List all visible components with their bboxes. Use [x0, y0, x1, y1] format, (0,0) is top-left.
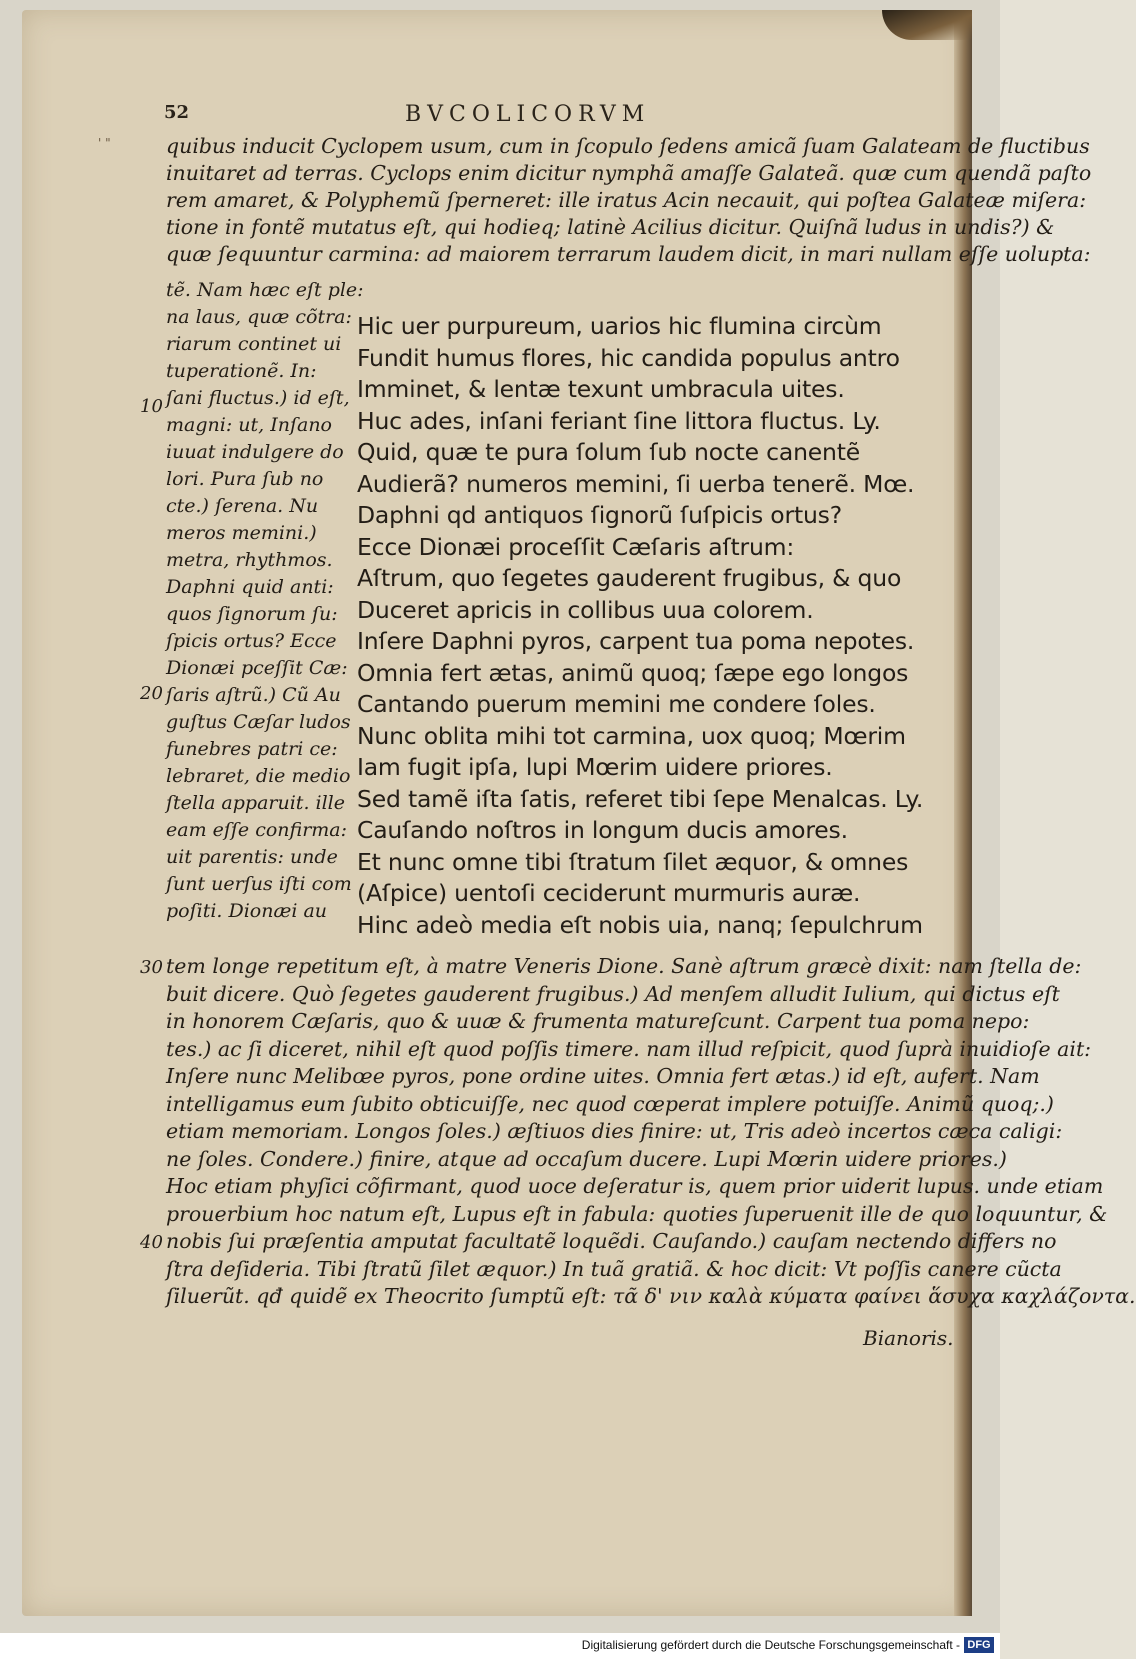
commentary-line: inuitaret ad terras. Cyclops enim dicitur nymphã amaſſe Galateã. quæ cum quendã paſto	[166, 161, 1092, 185]
margin-line: ſtella apparuit. ille	[166, 792, 345, 814]
margin-line: metra, rhythmos.	[166, 549, 333, 571]
margin-line: riarum continet ui	[166, 333, 342, 355]
verse-line: Sed tamẽ iſta ſatis, referet tibi ſepe Menalcas. Ly.	[357, 784, 924, 813]
commentary-line: quibus inducit Cyclopem usum, cum in ſcopulo ſedens amicã ſuam Galateam de fluctibus	[166, 134, 1090, 158]
line-number: 30	[140, 957, 163, 978]
margin-line: tuperationẽ. In:	[166, 360, 317, 382]
margin-line: meros memini.)	[166, 522, 317, 544]
dfg-logo: DFG	[964, 1637, 994, 1653]
commentary-line: quæ ſequuntur carmina: ad maiorem terrarum laudem dicit, in mari nullam eſſe uolupta:	[166, 242, 1091, 266]
commentary-line: Inſere nunc Melibœe pyros, pone ordine uites. Omnia fert ætas.) id eſt, aufert. Nam	[166, 1064, 1040, 1088]
footer-credit: Digitalisierung gefördert durch die Deutsche Forschungsgemeinschaft -	[581, 1638, 960, 1652]
verse-line: Huc ades, inſani feriant ſine littora fluctus. Ly.	[357, 406, 881, 435]
page-number: 52	[164, 102, 190, 123]
verse-line: Nunc oblita mihi tot carmina, uox quoq; Mœrim	[357, 721, 906, 750]
margin-mark: ' "	[98, 136, 111, 150]
margin-line: lori. Pura ſub no	[166, 468, 324, 490]
line-number: 40	[140, 1232, 163, 1253]
commentary-line: Hoc etiam phyſici cõfirmant, quod uoce deſeratur is, quem prior uiderit lupus. unde etiam	[166, 1174, 1104, 1198]
verse-line: Duceret apricis in collibus uua colorem.	[357, 595, 814, 624]
margin-line: ſpicis ortus? Ecce	[166, 630, 337, 652]
commentary-line: tione in fontẽ mutatus eſt, qui hodieq; latinè Acilius dicitur. Quiſnã ludus in undis?) &	[166, 215, 1055, 239]
line-number: 10	[140, 396, 163, 417]
commentary-line: prouerbium hoc natum eſt, Lupus eſt in fabula: quoties ſuperuenit ille de quo loquuntur, &	[166, 1201, 1108, 1226]
margin-line: eam eſſe confirma:	[166, 819, 348, 841]
verse-line: Hic uer purpureum, uarios hic flumina circùm	[357, 312, 882, 340]
footer-bar	[0, 1633, 1000, 1659]
verse-block	[357, 312, 924, 942]
verse-line: Imminet, & lentæ texunt umbracula uites.	[357, 375, 845, 403]
verse-line: Omnia fert ætas, animũ quoq; ſæpe ego longos	[357, 658, 909, 687]
commentary-line: buit dicere. Quò ſegetes gauderent frugibus.) Ad menſem alludit Iulium, qui dictus eſt	[166, 981, 1060, 1006]
margin-line: na laus, quæ cõtra:	[166, 306, 352, 328]
verse-line: Ecce Dionæi proceſſit Cæſaris aſtrum:	[357, 532, 795, 561]
verse-line: (Aſpice) uentoſi ceciderunt murmuris auræ.	[357, 879, 861, 907]
margin-line: funebres patri ce:	[166, 738, 338, 760]
commentary-line: ne ſoles. Condere.) finire, atque ad occaſum ducere. Lupi Mœrin uidere priores.)	[166, 1146, 1007, 1171]
margin-line: ſaris aſtrũ.) Cũ Au	[166, 684, 341, 706]
commentary-line: in honorem Cæſaris, quo & uuæ & frumenta matureſcunt. Carpent tua poma nepo:	[166, 1009, 1030, 1033]
running-head: BVCOLICORVM	[405, 102, 651, 127]
catchword: Bianoris.	[863, 1326, 954, 1350]
margin-line: ſunt uerſus iſti com	[166, 873, 352, 895]
commentary-line: tem longe repetitum eſt, à matre Veneris Dione. Sanè aſtrum græcè dixit: nam ſtella de:	[166, 954, 1082, 978]
verse-line: Quid, quæ te pura ſolum ſub nocte canentẽ	[357, 438, 860, 466]
verse-line: Iam fugit ipſa, lupi Mœrim uidere priores.	[357, 753, 833, 781]
verse-line: Aſtrum, quo ſegetes gauderent frugibus, & quo	[357, 564, 902, 592]
verse-line: Cantando puerum memini me condere ſoles.	[357, 690, 876, 718]
margin-line: iuuat indulgere do	[166, 441, 344, 463]
line-number: 20	[140, 683, 163, 704]
commentary-top	[166, 134, 1092, 274]
margin-line: quos ſignorum ſu:	[166, 603, 338, 625]
margin-line: poſiti. Dionæi au	[166, 900, 328, 922]
margin-line: cte.) ſerena. Nu	[166, 495, 319, 517]
binding-corner	[882, 10, 972, 40]
verse-line: Audierã? numeros memini, ſi uerba tenerẽ. Mœ.	[357, 469, 915, 498]
commentary-line: ſiluerũt. qđ quidẽ ex Theocrito ſumptũ eſt: τᾶ δ' νιν καλὰ κύματα φαίνει ἅσυχα καχλάζοντα.	[166, 1284, 1136, 1308]
margin-line: tẽ. Nam hæc eſt ple:	[166, 279, 364, 301]
verse-line: Fundit humus flores, hic candida populus antro	[357, 343, 900, 372]
commentary-line: tes.) ac ſi diceret, nihil eſt quod poſſis timere. nam illud reſpicit, quod ſuprà inuidioſe ait:	[166, 1036, 1092, 1061]
verse-line: Inſere Daphni pyros, carpent tua poma nepotes.	[357, 627, 915, 655]
margin-line: lebraret, die medio	[166, 765, 351, 787]
verse-line: Et nunc omne tibi ſtratum ſilet æquor, & omnes	[357, 847, 909, 876]
margin-line: Dionæi pceſſit Cæ:	[166, 657, 348, 679]
commentary-line: rem amaret, & Polyphemũ ſperneret: ille iratus Acin necauit, qui poſtea Galateæ miſera:	[166, 188, 1087, 212]
margin-line: magni: ut, Inſano	[166, 414, 332, 436]
commentary-margin	[166, 279, 364, 939]
margin-line: ſani fluctus.) id eſt,	[166, 387, 350, 409]
margin-line: Daphni quid anti:	[166, 576, 334, 598]
margin-line: guſtus Cæſar ludos	[166, 711, 351, 733]
commentary-line: intelligamus eum ſubito obticuiſſe, nec quod cœperat implere potuiſſe. Animũ quoq;.)	[166, 1091, 1054, 1116]
commentary-line: etiam memoriam. Longos ſoles.) æſtiuos dies finire: ut, Tris adeò incertos cæca caligi:	[166, 1119, 1063, 1143]
commentary-bottom	[166, 954, 1136, 1314]
verse-line: Cauſando noſtros in longum ducis amores.	[357, 816, 848, 844]
commentary-line: nobis ſui præſentia amputat facultatẽ loquẽdi. Cauſando.) cauſam nectendo differs no	[166, 1229, 1057, 1253]
commentary-line: ſtra deſideria. Tibi ſtratũ ſilet æquor.) In tuã gratiã. & hoc dicit: Vt poſſis canere cũcta	[166, 1256, 1062, 1281]
verse-line: Daphni qd antiquos ſignorũ ſuſpicis ortus?	[357, 501, 842, 529]
verse-line: Hinc adeò media eſt nobis uia, nanq; ſepulchrum	[357, 910, 923, 939]
margin-line: uit parentis: unde	[166, 846, 338, 868]
